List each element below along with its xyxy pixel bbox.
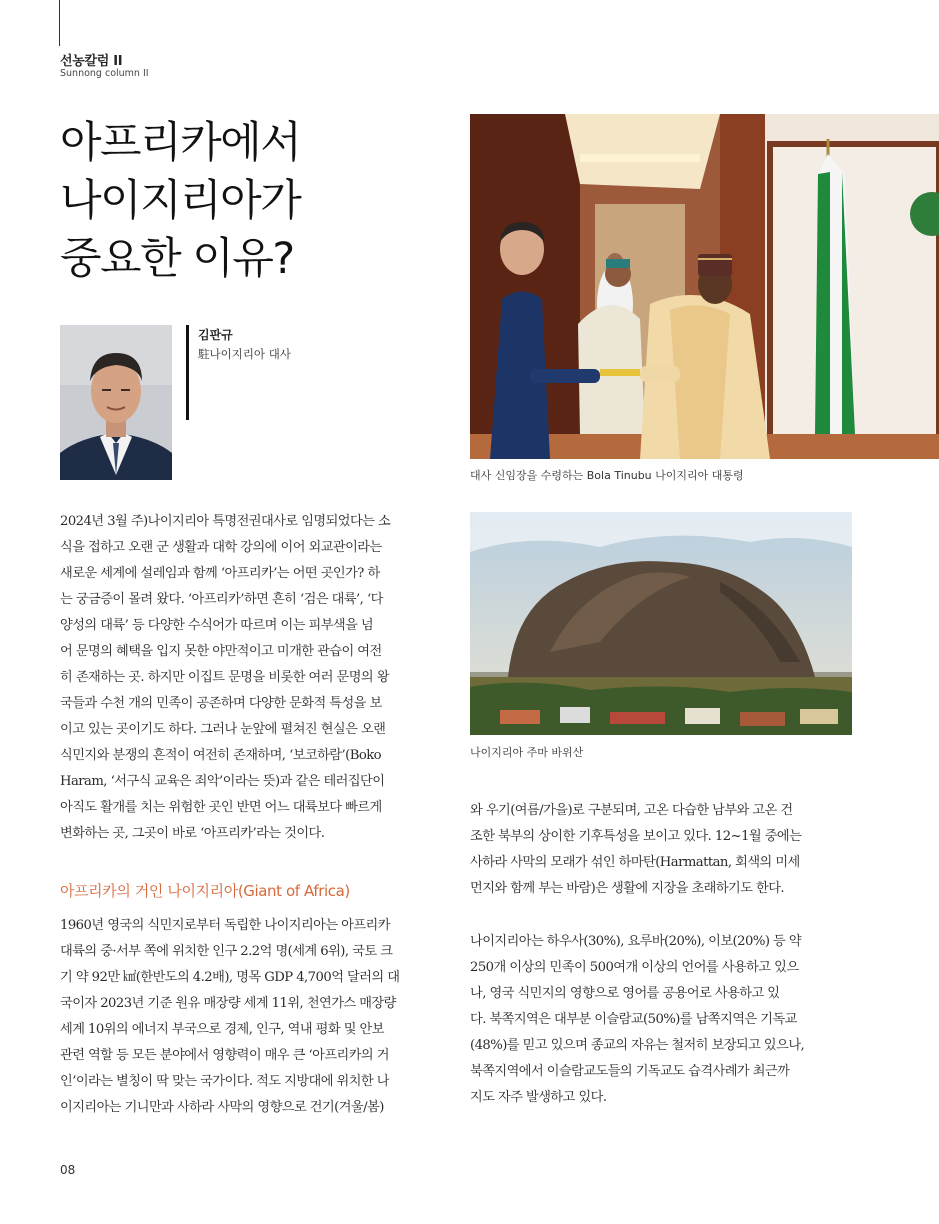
text-line: 양성의 대륙’ 등 다양한 수식어가 따르며 이는 피부색을 넘: [60, 618, 374, 633]
text-line: 어 문명의 혜택을 입지 못한 야만적이고 미개한 관습이 여전: [60, 644, 382, 659]
text-line: 변화하는 곳, 그곳이 바로 ‘아프리카’라는 것이다.: [60, 826, 325, 841]
ceremony-photo-caption: 대사 신임장을 수령하는 Bola Tinubu 나이지리아 대통령: [470, 469, 744, 482]
page-number: 08: [60, 1163, 76, 1177]
text-line: 지도 자주 발생하고 있다.: [470, 1090, 607, 1105]
text-line: 조한 북부의 상이한 기후특성을 보이고 있다. 12~1월 중에는: [470, 829, 802, 844]
text-line: 먼지와 함께 부는 바람)은 생활에 지장을 초래하기도 한다.: [470, 881, 785, 896]
text-line: 대륙의 중·서부 쪽에 위치한 인구 2.2억 명(세계 6위), 국토 크: [60, 944, 393, 959]
text-line: 2024년 3월 주)나이지리아 특명전권대사로 임명되었다는 소: [60, 514, 391, 529]
column-subtitle: Sunnong column II: [60, 68, 149, 79]
author-portrait: [60, 325, 172, 480]
text-line: 국들과 수천 개의 민족이 공존하며 다양한 문화적 특성을 보: [60, 696, 382, 711]
text-line: 히 존재하는 곳. 하지만 이집트 문명을 비롯한 여러 문명의 왕: [60, 670, 389, 685]
body-paragraph-2: [60, 913, 440, 1121]
text-line: 다. 북쪽지역은 대부분 이슬람교(50%)를 남쪽지역은 기독교: [470, 1012, 797, 1027]
ceremony-photo: [470, 114, 939, 459]
text-line: 나이지리아는 하우사(30%), 요루바(20%), 이보(20%) 등 약: [470, 934, 802, 949]
text-line: (48%)를 믿고 있으며 종교의 자유는 철저히 보장되고 있으나,: [470, 1038, 805, 1053]
text-line: 이지리아는 기니만과 사하라 사막의 영향으로 건기(겨울/봄): [60, 1100, 384, 1115]
text-line: 는 궁금증이 몰려 왔다. ‘아프리카’하면 흔히 ‘검은 대륙’, ‘다: [60, 592, 383, 607]
top-rule: [59, 0, 60, 46]
text-line: 식을 접하고 오랜 군 생활과 대학 강의에 이어 외교관이라는: [60, 540, 382, 555]
text-line: 사하라 사막의 모래가 섞인 하마탄(Harmattan, 회색의 미세: [470, 855, 800, 870]
text-line: 국이자 2023년 기준 원유 매장량 세계 11위, 천연가스 매장량: [60, 996, 396, 1011]
author-name: 김판규: [198, 328, 233, 342]
zuma-rock-photo: [470, 512, 852, 735]
body-paragraph-3: [470, 798, 852, 902]
text-line: 250개 이상의 민족이 500여개 이상의 언어를 사용하고 있으: [470, 960, 799, 975]
zuma-rock-photo-caption: 나이지리아 주마 바위산: [470, 746, 584, 759]
text-line: 1960년 영국의 식민지로부터 독립한 나이지리아는 아프리카: [60, 918, 390, 933]
text-line: 북쪽지역에서 이슬람교도들의 기독교도 습격사례가 최근까: [470, 1064, 790, 1079]
text-line: 나, 영국 식민지의 영향으로 영어를 공용어로 사용하고 있: [470, 986, 780, 1001]
author-role: 駐나이지리아 대사: [198, 347, 291, 361]
text-line: 세계 10위의 에너지 부국으로 경제, 인구, 역내 평화 및 안보: [60, 1022, 384, 1037]
text-line: 새로운 세계에 설레임과 함께 ‘아프리카’는 어떤 곳인가? 하: [60, 566, 380, 581]
text-line: 식민지와 분쟁의 흔적이 여전히 존재하며, ‘보코하람’(Boko: [60, 748, 382, 763]
text-line: 관련 역할 등 모든 분야에서 영향력이 매우 큰 ‘아프리카의 거: [60, 1048, 389, 1063]
section-heading: 아프리카의 거인 나이지리아(Giant of Africa): [60, 882, 350, 900]
text-line: 이고 있는 곳이기도 하다. 그러나 눈앞에 펼쳐진 현실은 오랜: [60, 722, 386, 737]
text-line: 인’이라는 별칭이 딱 맞는 국가이다. 적도 지방대에 위치한 나: [60, 1074, 389, 1089]
headline-line-2: 나이지리아가: [60, 176, 301, 226]
headline: [60, 114, 460, 288]
headline-line-3: 중요한 이유?: [60, 234, 294, 284]
text-line: 기 약 92만 ㎢(한반도의 4.2배), 명목 GDP 4,700억 달러의 대: [60, 970, 400, 985]
author-bar: [186, 325, 189, 420]
body-paragraph-4: [470, 929, 852, 1111]
text-line: 와 우기(여름/가을)로 구분되며, 고온 다습한 남부와 고온 건: [470, 803, 793, 818]
text-line: 아직도 활개를 치는 위험한 곳인 반면 어느 대륙보다 빠르게: [60, 800, 382, 815]
column-title: 선농칼럼 II: [60, 54, 123, 69]
headline-line-1: 아프리카에서: [60, 118, 301, 168]
text-line: Haram, ‘서구식 교육은 죄악’이라는 뜻)과 같은 테러집단이: [60, 774, 385, 789]
body-paragraph-1: [60, 509, 440, 847]
